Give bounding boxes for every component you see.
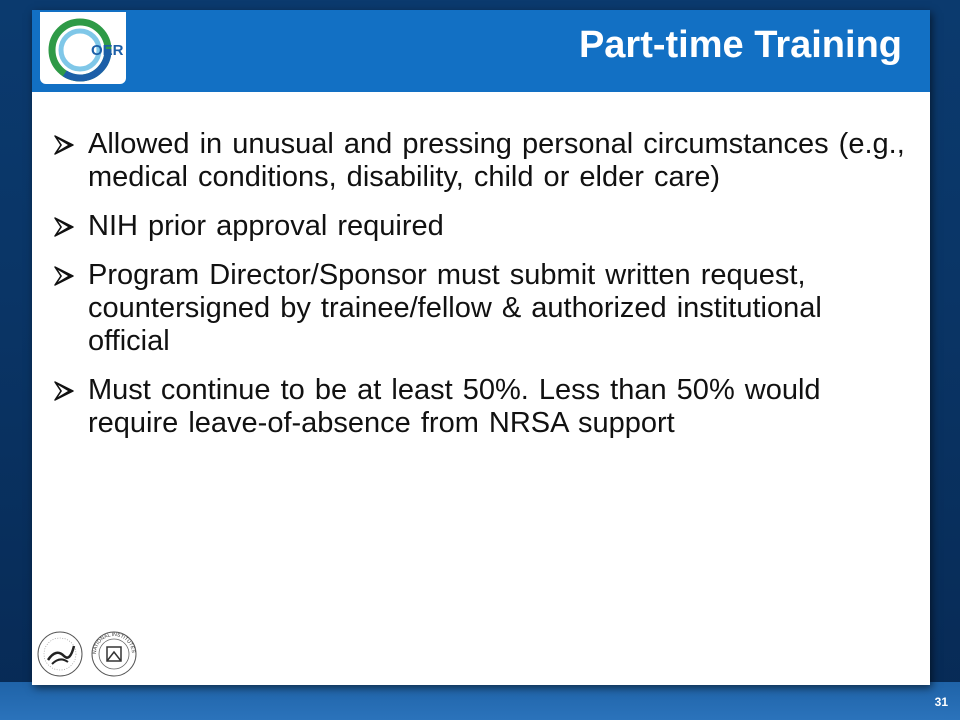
list-item (52, 210, 912, 243)
oer-logo-icon (40, 12, 126, 84)
bullet-text: Must continue to be at least 50%. Less than 50% would require leave-of-absence from NRSA support (88, 374, 821, 439)
bullet-list (52, 128, 912, 456)
list-item (52, 128, 912, 194)
hhs-seal-icon (38, 632, 82, 676)
list-item (52, 374, 912, 440)
list-item (52, 259, 912, 358)
bullet-text: Allowed in unusual and pressing personal circumstances (e.g., medical conditions, disability, child or elder care) (88, 128, 905, 193)
arrow-bullet-icon (52, 264, 76, 288)
bullet-text: Program Director/Sponsor must submit written request, countersigned by trainee/fellow & authorized institutional official (88, 259, 822, 357)
footer-seals (34, 626, 144, 682)
footer-band (0, 682, 960, 720)
hhs-nih-seals (34, 626, 144, 682)
nih-seal-icon (34, 626, 136, 676)
arrow-bullet-icon (52, 215, 76, 239)
oer-logo-text: OER (91, 42, 124, 59)
arrow-bullet-icon (52, 133, 76, 157)
slide-title: Part-time Training (578, 24, 902, 66)
oer-logo (40, 12, 126, 84)
slide-number: 31 (934, 695, 948, 709)
slide-card (32, 10, 930, 685)
nih-seal-text: NATIONAL INSTITUTES (91, 631, 137, 655)
arrow-bullet-icon (52, 379, 76, 403)
bullet-text: NIH prior approval required (88, 210, 444, 242)
title-bar (32, 10, 930, 92)
